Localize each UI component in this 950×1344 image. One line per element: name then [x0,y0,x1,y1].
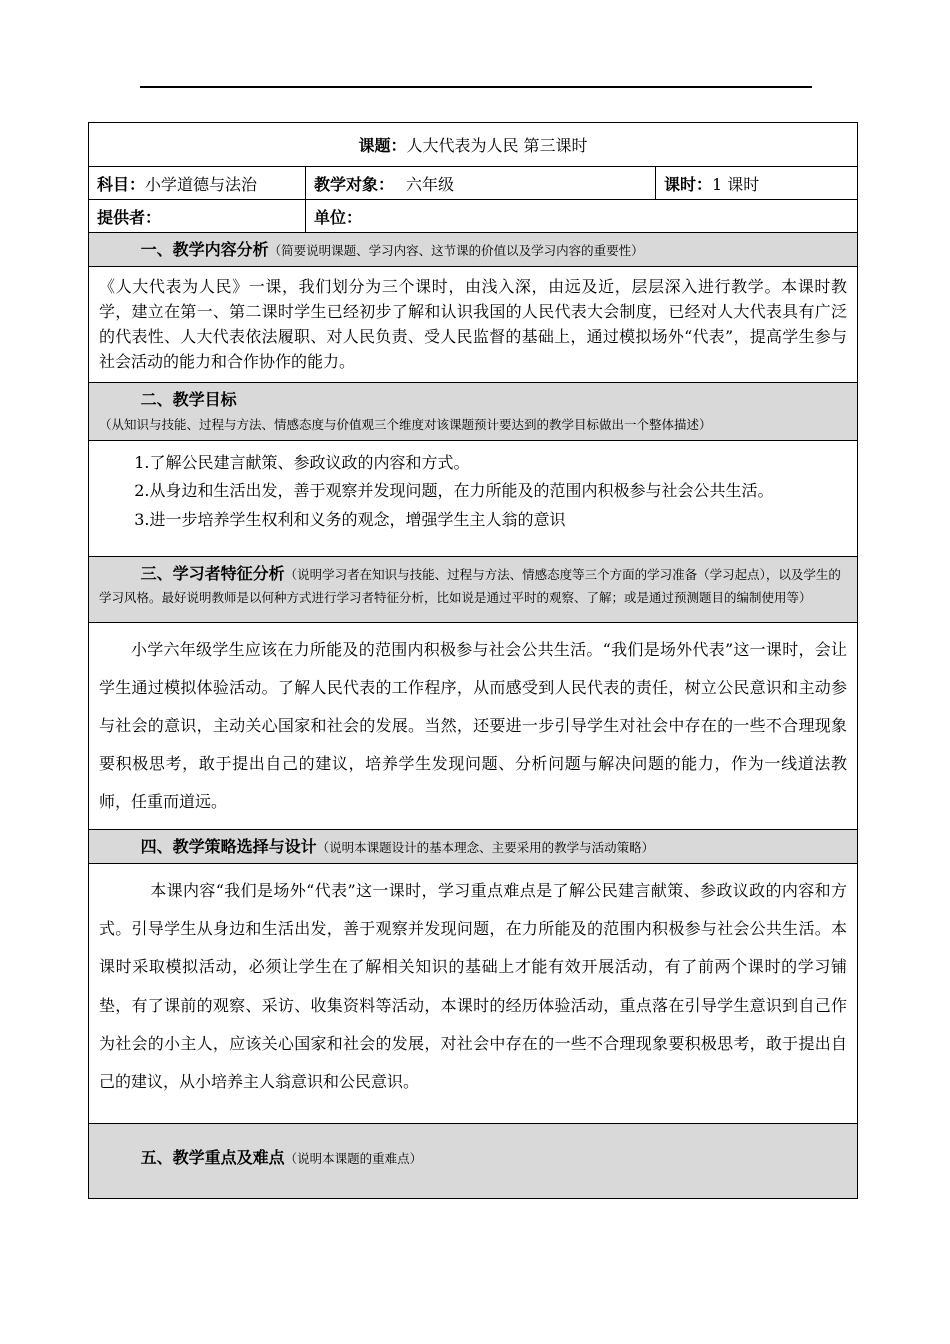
period-label: 课时： [664,174,713,194]
section-4-header [89,830,857,864]
title-row [89,123,857,167]
audience-cell [306,167,656,199]
provider-label: 提供者： [97,207,162,227]
section-5-header [89,1124,857,1198]
meta-row-1 [89,167,857,200]
lesson-plan-table [88,122,858,1199]
section-3-heading: 三、学习者特征分析 [140,563,285,583]
goal-item: 2.从身边和生活出发，善于观察并发现问题，在力所能及的范围内积极参与社会公共生活。 [134,481,774,501]
section-1-heading: 一、教学内容分析 [140,240,269,259]
section-2-header [89,383,857,440]
header-rule [140,86,812,88]
section-1-note: （简要说明课题、学习内容、这节课的价值以及学习内容的重要性） [268,243,644,258]
goal-item: 3.进一步培养学生权利和义务的观念，增强学生主人翁的意识 [134,509,566,529]
section-1-heading-line [99,238,847,261]
subject-cell [89,167,306,199]
section-3-heading-line [99,562,847,608]
title-label: 课题： [358,136,407,155]
section-5-note: （说明本课题的重难点） [284,1151,423,1167]
section-2-heading-line [99,388,847,434]
unit-cell [306,200,857,232]
period-cell [656,167,857,199]
section-2-note: （从知识与技能、过程与方法、情感态度与价值观三个维度对该课题预计要达到的教学目标做出一个整体描述） [99,416,712,432]
section-4-paragraph: 本课内容“我们是场外“代表”这一课时，学习重点难点是了解公民建言献策、参政议政的内容和方式。引导学生从身边和生活出发，善于观察并发现问题，在力所能及的范围内积极参与社会公共生活。本课时采取模拟活动，必须让学生在了解相关知识的基础上才能有效开展活动，有了前两个课时的学习铺垫，有了课前的观察、采访、收集资料等活动，本课时的经历体验活动，重点落在引导学生意识到自己作为社会的小主人，应该关心国家和社会的发展，对社会中存在的一些不合理现象要积极思考，敢于提出自己的建议，从小培养主人翁意识和公民意识。 [99,881,847,1091]
section-2-heading: 二、教学目标 [140,390,237,410]
section-3-body [89,623,857,830]
section-3-header [89,557,857,623]
period-value: 1 课时 [712,174,760,194]
section-4-heading: 四、教学策略选择与设计 [140,837,317,857]
section-4-note: （说明本课题设计的基本理念、主要采用的教学与活动策略） [316,840,655,856]
goal-item: 1.了解公民建言献策、参政议政的内容和方式。 [134,452,470,472]
meta-row-2 [89,200,857,233]
section-1-body [89,267,857,383]
provider-cell [89,200,306,232]
section-5-heading-line [99,1146,847,1169]
audience-label: 教学对象： [314,174,395,194]
section-3-paragraph: 小学六年级学生应该在力所能及的范围内积极参与社会公共生活。“我们是场外代表”这一课时，会让学生通过模拟体验活动。了解人民代表的工作程序，从而感受到人民代表的责任，树立公民意识和主动参与社会的意识，主动关心国家和社会的发展。当然，还要进一步引导学生对社会中存在的一些不合理现象要积极思考，敢于提出自己的建议，培养学生发现问题、分析问题与解决问题的能力，作为一线道法教师，任重而道远。 [99,639,847,812]
subject-value: 小学道德与法治 [145,174,258,194]
subject-label: 科目： [97,174,146,194]
section-3-note: （说明学习者在知识与技能、过程与方法、情感态度等三个方面的学习准备（学习起点），以及学生的学习风格。最好说明教师是以何种方式进行学习者特征分析，比如说是通过平时的观察、了解；或是通过预测题目的编制使用等） [99,566,841,605]
unit-label: 单位： [314,207,363,227]
section-5-heading: 五、教学重点及难点 [140,1148,285,1168]
audience-value: 六年级 [406,174,455,194]
section-1-paragraph: 《人大代表为人民》一课，我们划分为三个课时，由浅入深，由远及近，层层深入进行教学。本课时教学，建立在第一、第二课时学生已经初步了解和认识我国的人民代表大会制度，已经对人大代表具有广泛的代表性、人大代表依法履职、对人民负责、受人民监督的基础上，通过模拟场外“代表”，提高学生参与社会活动的能力和合作协作的能力。 [99,277,847,371]
section-2-body [89,441,857,557]
section-1-header [89,233,857,267]
section-4-body [89,864,857,1124]
section-4-heading-line [99,835,847,858]
title-value: 人大代表为人民 第三课时 [406,136,588,155]
